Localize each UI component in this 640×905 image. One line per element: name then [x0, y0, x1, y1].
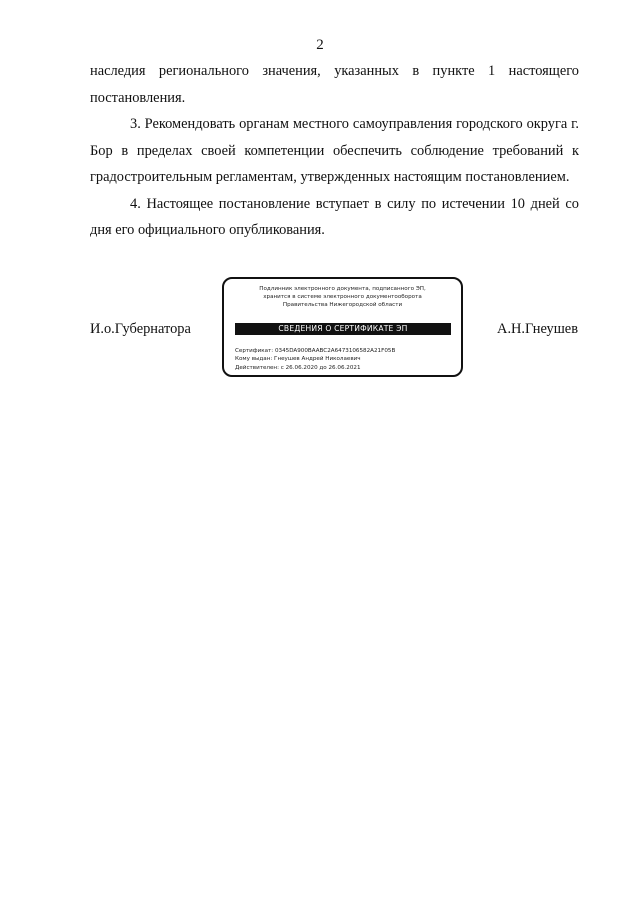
certificate-info-bar: СВЕДЕНИЯ О СЕРТИФИКАТЕ ЭП — [235, 323, 451, 335]
certificate-row — [235, 347, 455, 355]
certificate-label: Сертификат: — [235, 348, 274, 354]
certificate-details — [235, 347, 455, 372]
electronic-signature-stamp — [222, 277, 463, 377]
issued-to-value: Гнеушев Андрей Николаевич — [274, 356, 361, 363]
stamp-header-line: хранится в системе электронного документооборота — [263, 294, 422, 301]
validity-label: Действителен: — [235, 364, 279, 371]
signatory-position: И.о.Губернатора — [90, 321, 191, 337]
issued-to-row — [235, 355, 455, 363]
validity-value: с 26.06.2020 до 26.06.2021 — [280, 364, 361, 371]
certificate-value: 0345DA900BAABC2A6473106582A21F05B — [274, 348, 396, 354]
paragraph-item-4: 4. Настоящее постановление вступает в силу по истечении 10 дней со дня его официального опубликования. — [90, 195, 579, 238]
issued-to-label: Кому выдан: — [235, 356, 273, 363]
stamp-header-line: Подлинник электронного документа, подписанного ЭП, — [259, 286, 426, 292]
page-number: 2 — [316, 37, 324, 53]
document-body — [90, 58, 579, 244]
stamp-header-line: Правительства Нижегородской области — [282, 302, 403, 309]
signatory-name: А.Н.Гнеушев — [497, 321, 578, 337]
paragraph-continuation: наследия регионального значения, указанных в пункте 1 настоящего постановления. — [90, 63, 579, 106]
stamp-header — [230, 285, 455, 310]
paragraph-item-3: 3. Рекомендовать органам местного самоуправления городского округа г. Бор в пределах своей компетенции обеспечить соблюдение требований к градостроительным регламентам, утвержденных настоящим постановлением. — [90, 116, 579, 185]
validity-row — [235, 364, 455, 372]
